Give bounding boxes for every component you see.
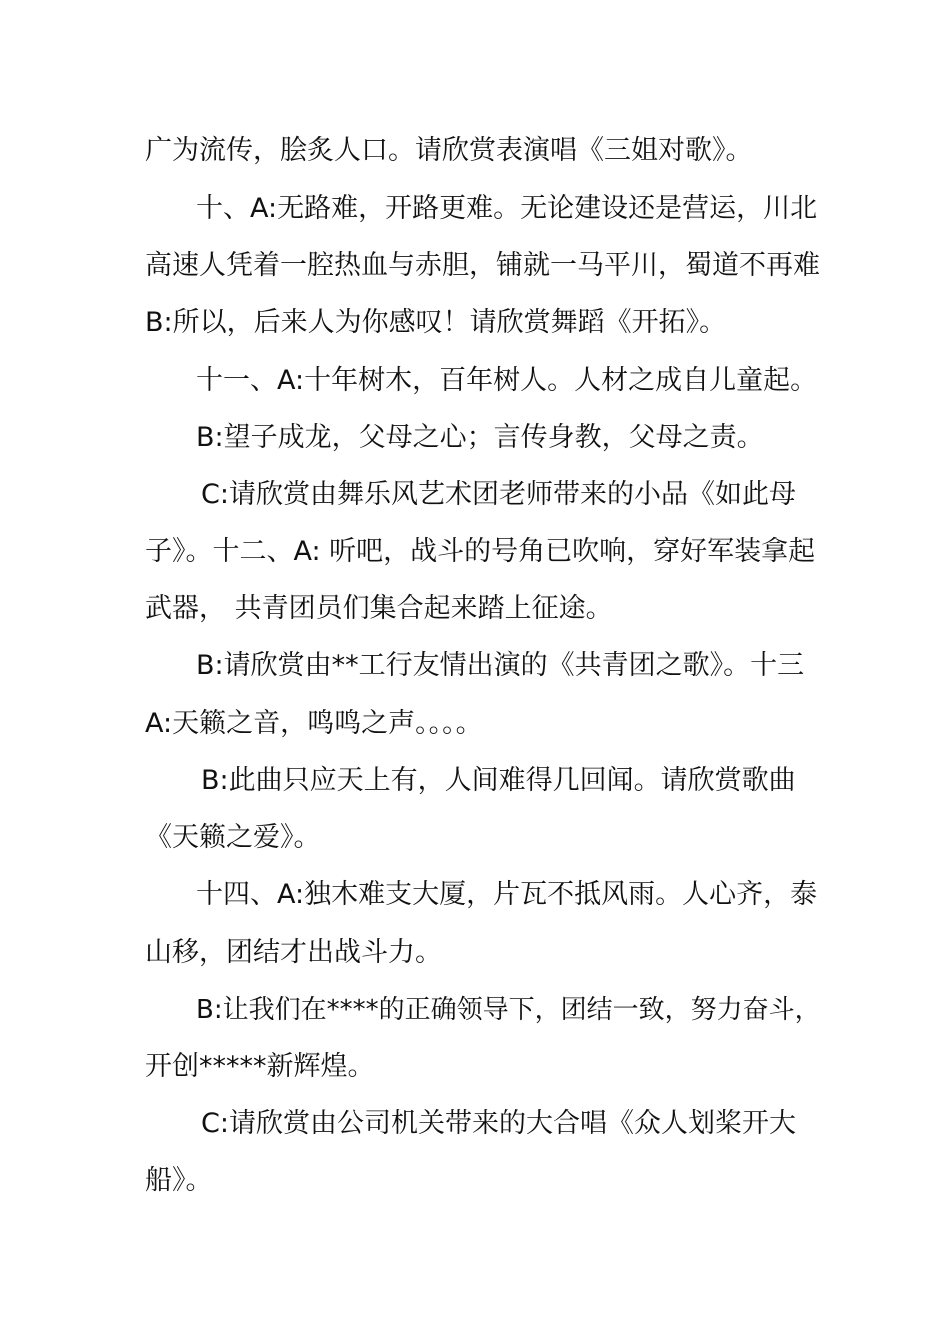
- text-line: C:请欣赏由舞乐风艺术团老师带来的小品《如此母: [201, 479, 796, 510]
- text-line: B:此曲只应天上有，人间难得几回闻。请欣赏歌曲: [201, 765, 796, 796]
- text-line: B:让我们在****的正确领导下，团结一致，努力奋斗，: [196, 995, 821, 1025]
- text-line: 十、A:无路难，开路更难。无论建设还是营运，川北: [196, 193, 818, 224]
- text-line: 十四、A:独木难支大厦，片瓦不抵风雨。人心齐，泰: [196, 879, 818, 910]
- text-line: B:望子成龙，父母之心；言传身教，父母之责。: [196, 422, 764, 453]
- text-line: 十一、A:十年树木，百年树人。人材之成自儿童起。: [196, 365, 818, 396]
- text-line: 山移，团结才出战斗力。: [145, 937, 442, 968]
- text-line: 广为流传，脍炙人口。请欣赏表演唱《三姐对歌》。: [145, 135, 753, 166]
- text-line: 船》。: [145, 1165, 213, 1196]
- text-line: 子》。十二、A: 听吧，战斗的号角已吹响，穿好军装拿起: [145, 536, 816, 567]
- text-line: A:天籁之音，鸣鸣之声。。。。: [145, 708, 483, 739]
- text-line: B:请欣赏由**工行友情出演的《共青团之歌》。十三: [196, 650, 805, 681]
- text-line: 开创*****新辉煌。: [145, 1051, 375, 1082]
- text-line: 《天籁之爱》。: [145, 822, 321, 853]
- text-line: 高速人凭着一腔热血与赤胆，铺就一马平川，蜀道不再难: [145, 250, 820, 281]
- text-line: B:所以，后来人为你感叹！请欣赏舞蹈《开拓》。: [145, 307, 727, 338]
- text-line: 武器， 共青团员们集合起来踏上征途。: [145, 593, 613, 624]
- text-line: C:请欣赏由公司机关带来的大合唱《众人划桨开大: [201, 1108, 796, 1139]
